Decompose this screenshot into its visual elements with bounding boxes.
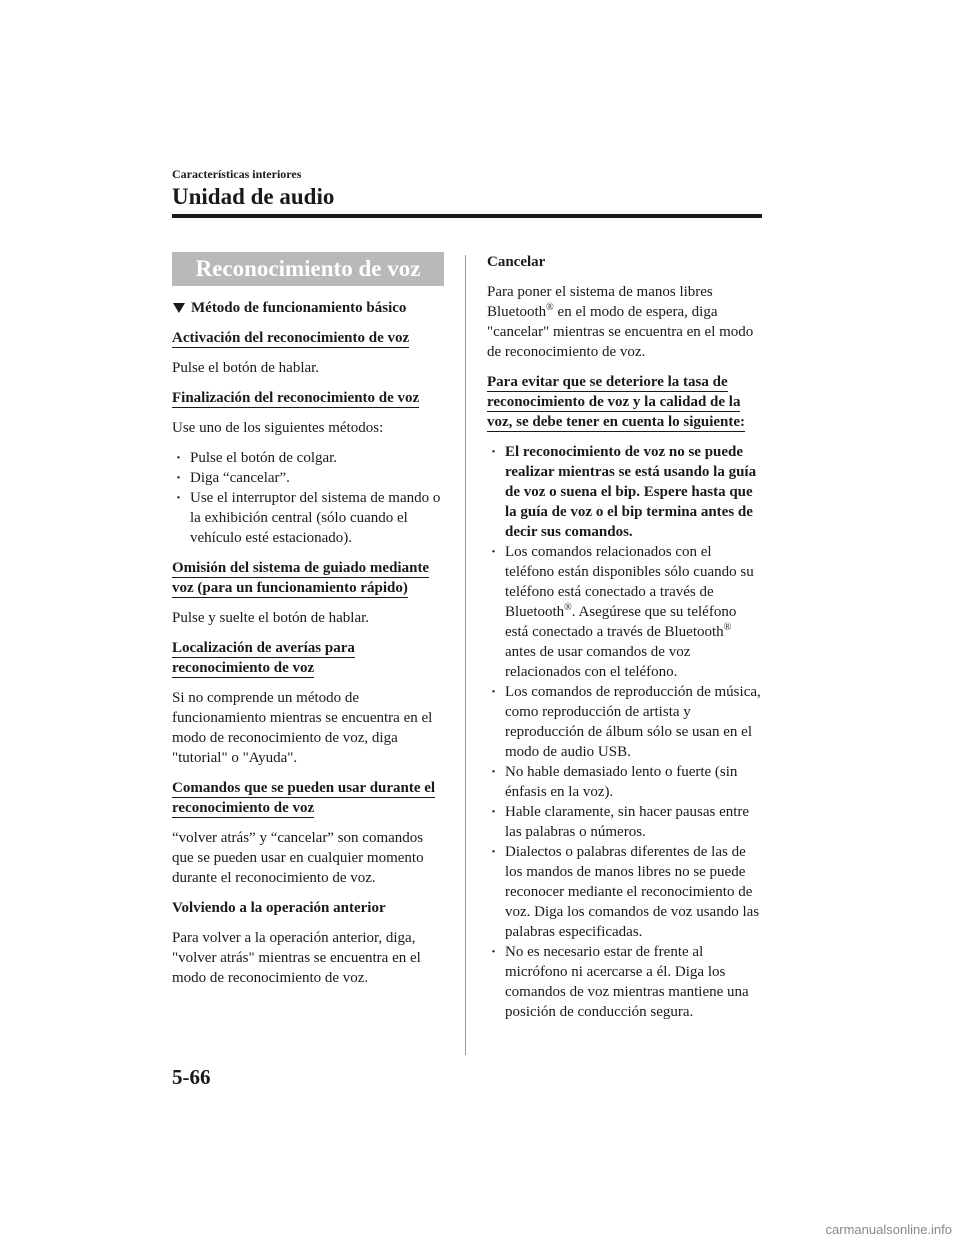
finish-list xyxy=(172,448,444,548)
paragraph-trouble: Si no comprende un método de funcionamiento mientras se encuentra en el modo de reconocimiento de voz, diga "tutorial" o "Ayuda". xyxy=(172,690,433,766)
list-item: · Los comandos de reproducción de música, como reproducción de artista y reproducción de álbum sólo se usan en el modo de audio USB. xyxy=(501,682,763,762)
list-item-part: . Asegúrese que su teléfono está conectado a través de Bluetooth xyxy=(505,604,737,640)
heading-commands-text: Comandos que se pueden usar durante el reconocimiento de voz xyxy=(172,780,436,816)
heading-commands xyxy=(172,778,444,818)
heading-avoid-text: Para evitar que se deteriore la tasa de reconocimiento de voz y la calidad de la voz, se debe tener en cuenta lo siguiente: xyxy=(487,374,746,430)
heading-cancel-text: Cancelar xyxy=(487,254,546,270)
right-column xyxy=(487,252,763,1032)
list-item-part: antes de usar comandos de voz relacionados con el teléfono. xyxy=(505,644,691,680)
page-title: Unidad de audio xyxy=(172,184,335,209)
list-item: · Diga “cancelar”. xyxy=(186,468,444,488)
list-item: · No es necesario estar de frente al micrófono ni acercarse a él. Diga los comandos de voz mientras mantiene una posición de conducción segura. xyxy=(501,942,763,1022)
heading-finish-text: Finalización del reconocimiento de voz xyxy=(172,390,420,406)
heading-back-text: Volviendo a la operación anterior xyxy=(172,900,386,916)
paragraph-cancel-part: en el modo de espera, diga "cancelar" mientras se encuentra en el modo de reconocimiento de voz. xyxy=(487,304,754,360)
list-item: · Use el interruptor del sistema de mando o la exhibición central (sólo cuando el vehículo esté estacionado). xyxy=(186,488,444,548)
heading-finish xyxy=(172,388,444,408)
registered-mark: ® xyxy=(546,302,554,313)
heading-trouble xyxy=(172,638,444,678)
heading-skip xyxy=(172,558,444,598)
registered-mark: ® xyxy=(564,602,572,613)
heading-back xyxy=(172,898,444,918)
page-number: 5-66 xyxy=(172,1065,211,1089)
watermark: carmanualsonline.info xyxy=(825,1222,952,1237)
left-column xyxy=(172,252,444,998)
paragraph-commands: “volver atrás” y “cancelar” son comandos que se pueden usar en cualquier momento durante el reconocimiento de voz. xyxy=(172,830,424,886)
paragraph-cancel-part: Para poner el sistema de manos libres Bluetooth xyxy=(487,284,713,320)
heading-activate-text: Activación del reconocimiento de voz xyxy=(172,330,410,346)
subsection-heading xyxy=(172,298,444,318)
column-divider xyxy=(465,255,466,1055)
header-rule xyxy=(172,214,762,218)
heading-avoid xyxy=(487,372,763,432)
paragraph-activate: Pulse el botón de hablar. xyxy=(172,360,320,376)
heading-trouble-text: Localización de averías para reconocimiento de voz xyxy=(172,640,355,676)
list-item: · Hable claramente, sin hacer pausas entre las palabras o números. xyxy=(501,802,763,842)
list-item: · Pulse el botón de colgar. xyxy=(186,448,444,468)
heading-activate xyxy=(172,328,444,348)
list-item: · No hable demasiado lento o fuerte (sin énfasis en la voz). xyxy=(501,762,763,802)
triangle-down-icon xyxy=(173,303,185,313)
list-item xyxy=(501,542,763,682)
paragraph-back: Para volver a la operación anterior, diga, "volver atrás" mientras se encuentra en el modo de reconocimiento de voz. xyxy=(172,930,421,986)
paragraph-finish: Use uno de los siguientes métodos: xyxy=(172,420,384,436)
section-banner: Reconocimiento de voz xyxy=(172,252,444,286)
registered-mark: ® xyxy=(723,622,732,633)
paragraph-skip: Pulse y suelte el botón de hablar. xyxy=(172,610,370,626)
paragraph-cancel xyxy=(487,282,763,362)
list-item-part: Los comandos relacionados con el teléfono están disponibles sólo cuando su teléfono está conectado a través de Bluetooth xyxy=(505,544,754,620)
breadcrumb: Características interiores xyxy=(172,167,302,181)
subsection-label: Método de funcionamiento básico xyxy=(191,300,407,316)
list-item: · El reconocimiento de voz no se puede realizar mientras se está usando la guía de voz o suena el bip. Espere hasta que la guía de voz o el bip termina antes de decir sus comandos. xyxy=(501,442,763,542)
list-item: · Dialectos o palabras diferentes de las de los mandos de manos libres no se puede reconocer mediante el reconocimiento de voz. Diga los comandos de voz usando las palabras especificadas. xyxy=(501,842,763,942)
heading-cancel xyxy=(487,252,763,272)
tips-list xyxy=(487,442,763,1022)
heading-skip-text: Omisión del sistema de guiado mediante voz (para un funcionamiento rápido) xyxy=(172,560,430,596)
